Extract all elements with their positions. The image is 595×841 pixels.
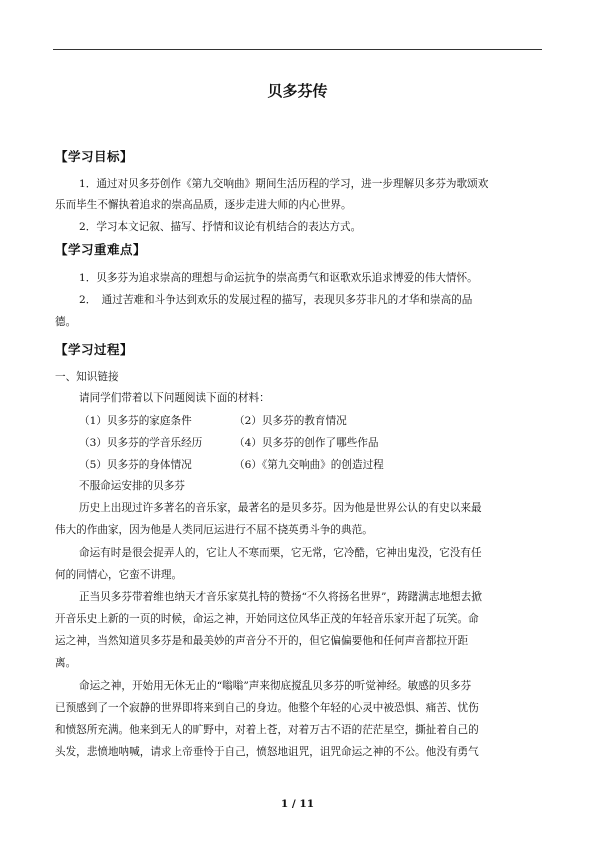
keypoint-item-1: 1．贝多芬为追求崇高的理想与命运抗争的崇高勇气和讴歌欢乐追求博爱的伟大情怀。 [79, 272, 478, 284]
header-rule [53, 49, 542, 50]
question-2: （2）贝多芬的教育情况 [234, 415, 347, 427]
para3-line-3: 运之神，当然知道贝多芬是和最美妙的声音分不开的，但它偏偏要他和任何声音都拉开距 [55, 635, 469, 647]
para1-line-1: 历史上出现过许多著名的音乐家，最著名的是贝多芬。因为他是世界公认的有史以来最 [79, 502, 482, 514]
para2-line-1: 命运有时是很会捉弄人的，它让人不寒而栗，它无常，它冷酷，它神出鬼没，它没有任 [79, 547, 482, 559]
goal-item-1-line-1: 1．通过对贝多芬创作《第九交响曲》期间生活历程的学习，进一步理解贝多芬为歌颂欢 [79, 178, 489, 190]
para4-line-3: 和愤怒所充满。他来到无人的旷野中，对着上苍，对着万古不语的茫茫星空，撕扯着自己的 [55, 724, 479, 736]
goal-item-2: 2．学习本文记叙、描写、抒情和议论有机结合的表达方式。 [79, 221, 362, 233]
para2-line-2: 何的同情心，它蛮不讲理。 [55, 569, 183, 581]
keypoint-item-2-line-1: 2． 通过苦难和斗争达到欢乐的发展过程的描写，表现贝多芬非凡的才华和崇高的品 [79, 294, 473, 306]
reading-intro: 请同学们带着以下问题阅读下面的材料： [79, 392, 270, 404]
para1-line-2: 伟大的作曲家，因为他是人类同厄运进行不屈不挠英勇斗争的典范。 [55, 524, 373, 536]
section-heading-goals: 【学习目标】 [55, 149, 134, 164]
keypoint-item-2-line-2: 德。 [55, 316, 77, 328]
question-6: （6）《第九交响曲》的创造过程 [234, 459, 384, 471]
section-heading-process: 【学习过程】 [55, 342, 134, 357]
reading-subtitle: 不服命运安排的贝多芬 [79, 480, 185, 492]
question-4: （4）贝多芬的创作了哪些作品 [234, 437, 379, 449]
page-title: 贝多芬传 [267, 82, 328, 100]
knowledge-link-heading: 一、知识链接 [55, 371, 119, 383]
section-heading-keypoints: 【学习重难点】 [55, 242, 147, 257]
question-1: （1）贝多芬的家庭条件 [79, 415, 192, 427]
goal-item-1-line-2: 乐而毕生不懈执着追求的崇高品质，逐步走进大师的内心世界。 [55, 199, 352, 211]
para4-line-1: 命运之神，开始用无休无止的“嗡嗡”声来彻底搅乱贝多芬的听觉神经。敏感的贝多芬 [79, 680, 472, 692]
para3-line-1: 正当贝多芬带着维也纳天才音乐家莫扎特的赞扬“不久将扬名世界”，踌躇满志地想去掀 [79, 591, 482, 603]
para3-line-2: 开音乐史上新的一页的时候，命运之神，开始同这位风华正茂的年轻音乐家开起了玩笑。命 [55, 613, 479, 625]
para3-line-4: 离。 [55, 657, 77, 669]
page-number: 1 / 11 [280, 798, 315, 810]
para4-line-4: 头发，悲愤地呐喊，请求上帝垂怜于自己，愤怒地诅咒，诅咒命运之神的不公。他没有勇气 [55, 746, 479, 758]
para4-line-2: 已预感到了一个寂静的世界即将来到自己的身边。他整个年轻的心灵中被恐惧、痛苦、忧伤 [55, 702, 479, 714]
question-5: （5）贝多芬的身体情况 [79, 459, 192, 471]
question-3: （3）贝多芬的学音乐经历 [79, 437, 203, 449]
